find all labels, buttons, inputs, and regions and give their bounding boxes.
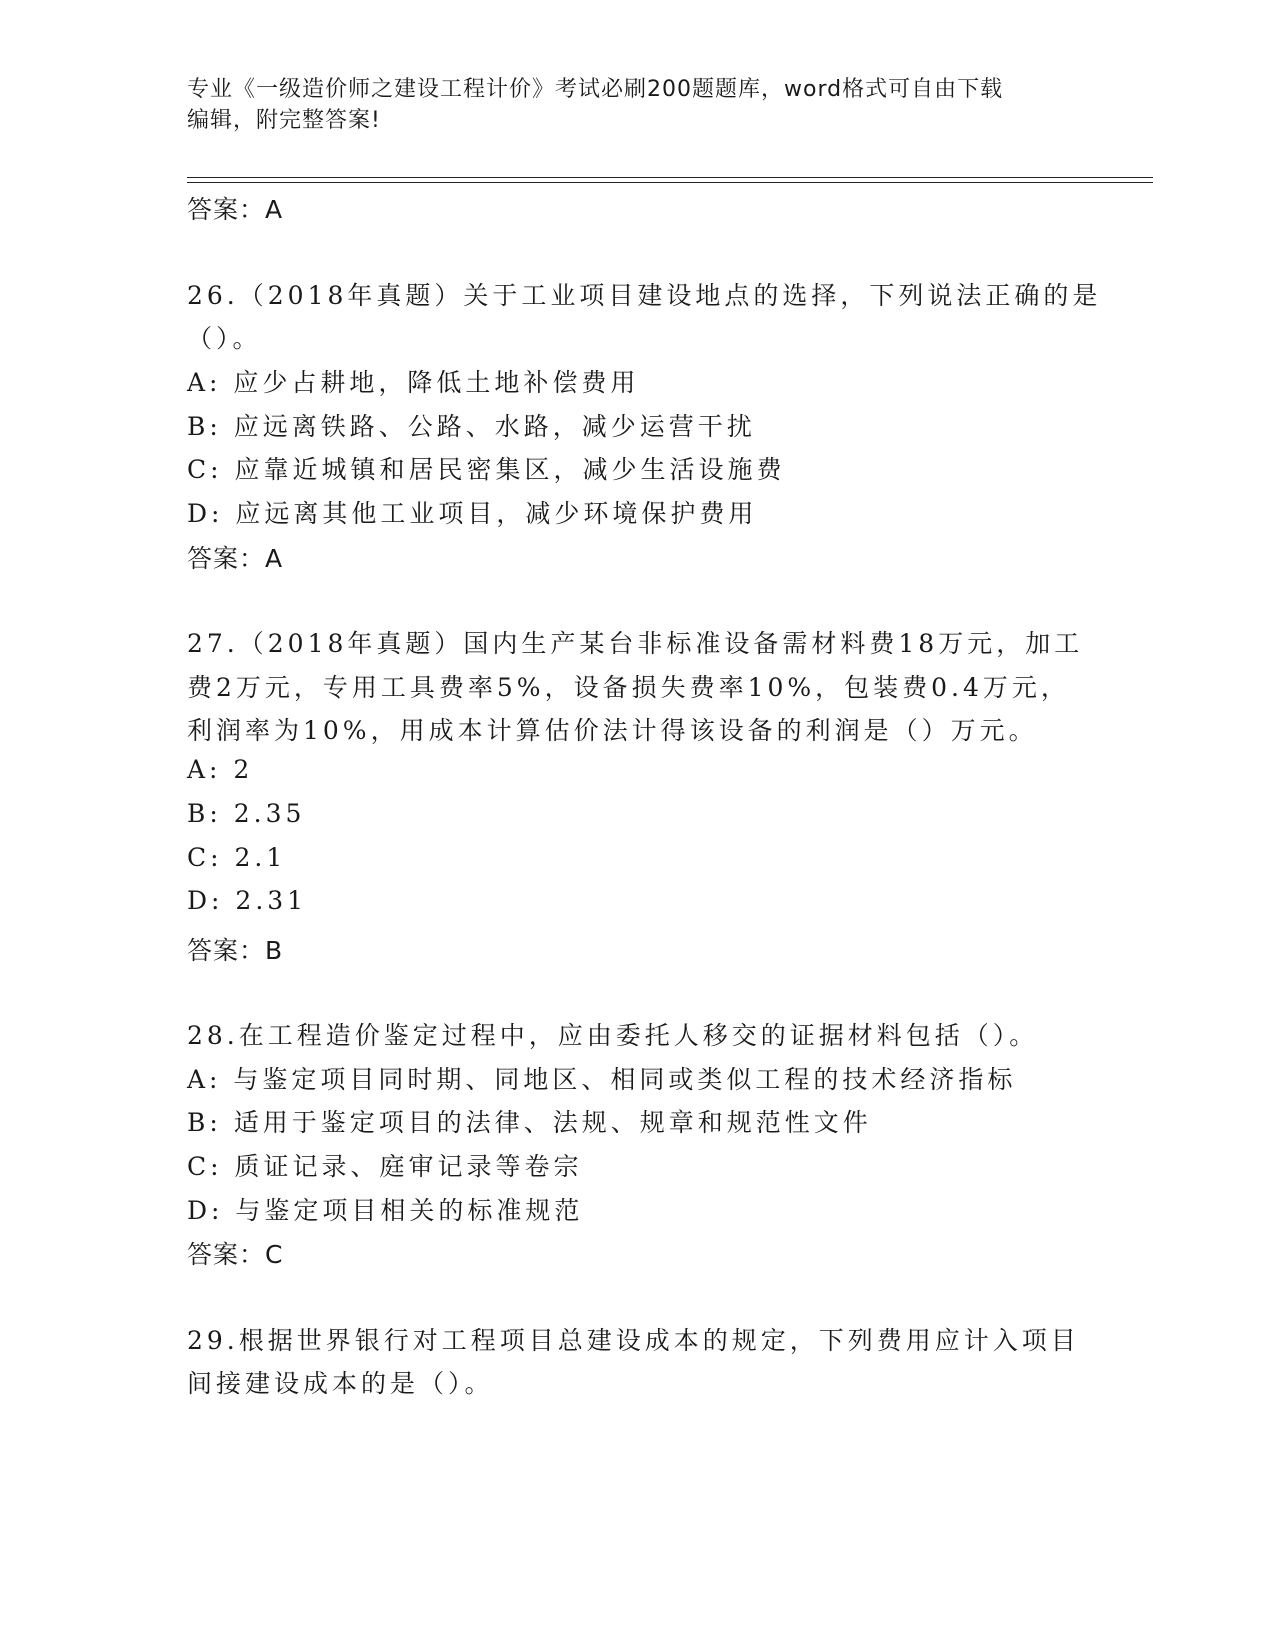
q26-option-c: C: 应靠近城镇和居民密集区，减少生活设施费 bbox=[187, 455, 786, 484]
document-header bbox=[187, 74, 1087, 136]
q27-answer: 答案：B bbox=[187, 936, 284, 965]
q27-option-d: D: 2.31 bbox=[187, 886, 308, 915]
q28-option-c: C: 质证记录、庭审记录等卷宗 bbox=[187, 1152, 583, 1181]
q27-option-b: B: 2.35 bbox=[187, 799, 306, 828]
header-divider-bottom bbox=[187, 182, 1153, 183]
q27-option-c: C: 2.1 bbox=[187, 843, 287, 872]
q28-answer: 答案：C bbox=[187, 1240, 284, 1269]
header-divider-top bbox=[187, 177, 1153, 178]
q28-option-d: D: 与鉴定项目相关的标准规范 bbox=[187, 1196, 584, 1225]
q26-stem-line-2: （）。 bbox=[187, 324, 262, 353]
header-line-1: 专业《一级造价师之建设工程计价》考试必刷200题题库，word格式可自由下载 bbox=[187, 77, 1004, 102]
q27-option-a: A: 2 bbox=[187, 755, 254, 784]
header-line-2: 编辑，附完整答案! bbox=[187, 108, 381, 133]
q27-stem-line-1: 27.（2018年真题）国内生产某台非标准设备需材料费18万元，加工 bbox=[187, 629, 1084, 658]
q29-stem-line-2: 间接建设成本的是（）。 bbox=[187, 1369, 494, 1398]
q26-option-b: B: 应远离铁路、公路、水路，减少运营干扰 bbox=[187, 412, 756, 441]
q28-option-a: A: 与鉴定项目同时期、同地区、相同或类似工程的技术经济指标 bbox=[187, 1065, 1017, 1094]
q29-stem-line-1: 29.根据世界银行对工程项目总建设成本的规定，下列费用应计入项目 bbox=[187, 1326, 1080, 1355]
q27-stem-line-3: 利润率为10%，用成本计算估价法计得该设备的利润是（）万元。 bbox=[187, 716, 1038, 745]
previous-answer: 答案：A bbox=[187, 195, 284, 224]
q26-answer: 答案：A bbox=[187, 544, 284, 573]
q26-stem-line-1: 26.（2018年真题）关于工业项目建设地点的选择，下列说法正确的是 bbox=[187, 281, 1102, 310]
q28-option-b: B: 适用于鉴定项目的法律、法规、规章和规范性文件 bbox=[187, 1108, 872, 1137]
q26-option-d: D: 应远离其他工业项目，减少环境保护费用 bbox=[187, 499, 758, 528]
q26-option-a: A: 应少占耕地，降低土地补偿费用 bbox=[187, 368, 640, 397]
q27-stem-line-2: 费2万元，专用工具费率5%，设备损失费率10%，包装费0.4万元， bbox=[187, 673, 1070, 702]
q28-stem-line-1: 28.在工程造价鉴定过程中，应由委托人移交的证据材料包括（）。 bbox=[187, 1021, 1039, 1050]
